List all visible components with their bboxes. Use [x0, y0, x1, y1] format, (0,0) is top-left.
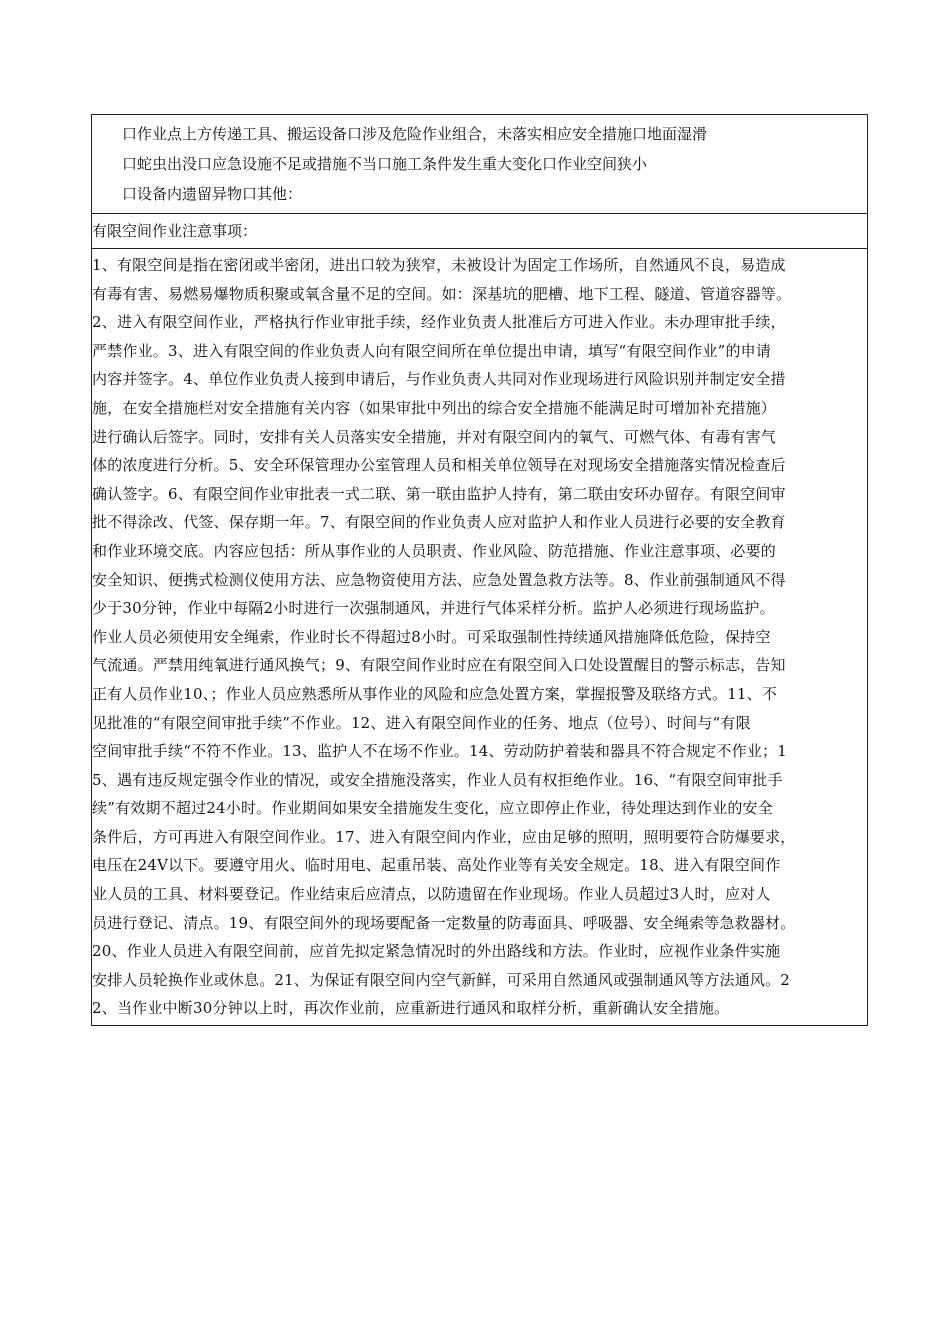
notes-line: 条件后，方可再进入有限空间作业。17、进入有限空间内作业，应由足够的照明，照明要符合防爆要求， [92, 827, 796, 846]
notes-line: 施，在安全措施栏对安全措施有关内容（如果审批中列出的综合安全措施不能满足时可增加补充措施） [92, 398, 777, 417]
notes-line: 少于30分钟，作业中每隔2小时进行一次强制通风，并进行气体采样分析。监护人必须进行现场监护。 [92, 599, 775, 618]
permit-table [91, 114, 868, 1026]
notes-line: 安全知识、便携式检测仪使用方法、应急物资使用方法、应急处置急救方法等。8、作业前强制通风不得 [92, 570, 786, 589]
hazard-line: 口设备内遗留异物口其他： [122, 185, 303, 203]
notes-line: 安排人员轮换作业或休息。21、为保证有限空间内空气新鲜，可采用自然通风或强制通风等方法通风。2 [92, 970, 791, 989]
notes-line: 正有人员作业10、；作业人员应熟悉所从事作业的风险和应急处置方案，掌握报警及联络方式。11、不 [92, 684, 778, 703]
notes-line: 确认签字。6、有限空间作业审批表一式二联、第一联由监护人持有，第二联由安环办留存。有限空间审 [92, 484, 786, 503]
notes-line: 和作业环境交底。内容应包括：所从事作业的人员职责、作业风险、防范措施、作业注意事项、必要的 [92, 541, 777, 560]
hazard-checklist-cell [92, 115, 867, 213]
notes-line: 1、有限空间是指在密闭或半密闭，进出口较为狭窄，未被设计为固定工作场所，自然通风不良，易造成 [92, 256, 786, 274]
notes-line: 电压在24V以下。要遵守用火、临时用电、起重吊装、高处作业等有关安全规定。18、进入有限空间作 [92, 856, 781, 875]
notes-line: 业人员的工具、材料要登记。作业结束后应清点，以防遗留在作业现场。作业人员超过3人时，应对人 [92, 885, 771, 904]
notes-line: 批不得涂改、代签、保存期一年。7、有限空间的作业负责人应对监护人和作业人员进行必要的安全教育 [92, 513, 786, 532]
notes-line: 体的浓度进行分析。5、安全环保管理办公室管理人员和相关单位领导在对现场安全措施落实情况检查后 [92, 456, 786, 475]
notes-line: 进行确认后签字。同时，安排有关人员落实安全措施，并对有限空间内的氧气、可燃气体、有毒有害气 [92, 427, 777, 446]
notes-line: 气流通。严禁用纯氧进行通风换气；9、有限空间作业时应在有限空间入口处设置醒目的警示标志，告知 [92, 656, 786, 675]
notes-line: 20、作业人员进入有限空间前，应首先拟定紧急情况时的外出路线和方法。作业时，应视作业条件实施 [92, 942, 781, 961]
hazard-line: 口蛇虫出没口应急设施不足或措施不当口施工条件发生重大变化口作业空间狭小 [122, 155, 648, 173]
notes-line: 2、当作业中断30分钟以上时，再次作业前，应重新进行通风和取样分析，重新确认安全措施。 [92, 999, 730, 1018]
notes-line: 空间审批手续“不符不作业。13、监护人不在场不作业。14、劳动防护着装和器具不符合规定不作业；1 [92, 742, 787, 761]
notes-line: 2、进入有限空间作业，严格执行作业审批手续，经作业负责人批准后方可进入作业。未办理审批手续， [92, 313, 786, 332]
notes-line: 员进行登记、清点。19、有限空间外的现场要配备一定数量的防毒面具、呼吸器、安全绳索等急救器材。 [92, 913, 796, 932]
notes-body [92, 248, 867, 1025]
notes-line: 有毒有害、易燃易爆物质积聚或氧含量不足的空间。如：深基坑的肥槽、地下工程、隧道、管道容器等。 [92, 284, 792, 303]
notes-line: 内容并签字。4、单位作业负责人接到申请后，与作业负责人共同对作业现场进行风险识别并制定安全措 [92, 370, 786, 389]
notes-line: 作业人员必须使用安全绳索，作业时长不得超过8小时。可采取强制性持续通风措施降低危险，保持空 [92, 627, 771, 646]
notes-line: 严禁作业。3、进入有限空间的作业负责人向有限空间所在单位提出申请，填写“有限空间作业”的申请 [92, 341, 772, 360]
hazard-line: 口作业点上方传递工具、搬运设备口涉及危险作业组合，未落实相应安全措施口地面湿滑 [122, 125, 708, 143]
notes-line: 见批准的“有限空间审批手续”不作业。12、进入有限空间作业的任务、地点（位号）、时间与“有限 [92, 713, 751, 732]
notes-line: 续”有效期不超过24小时。作业期间如果安全措施发生变化，应立即停止作业，待处理达到作业的安全 [92, 799, 773, 818]
notes-line: 5、遇有违反规定强令作业的情况，或安全措施没落实，作业人员有权拒绝作业。16、“有限空间审批手 [92, 770, 783, 789]
notes-heading: 有限空间作业注意事项： [92, 213, 867, 248]
